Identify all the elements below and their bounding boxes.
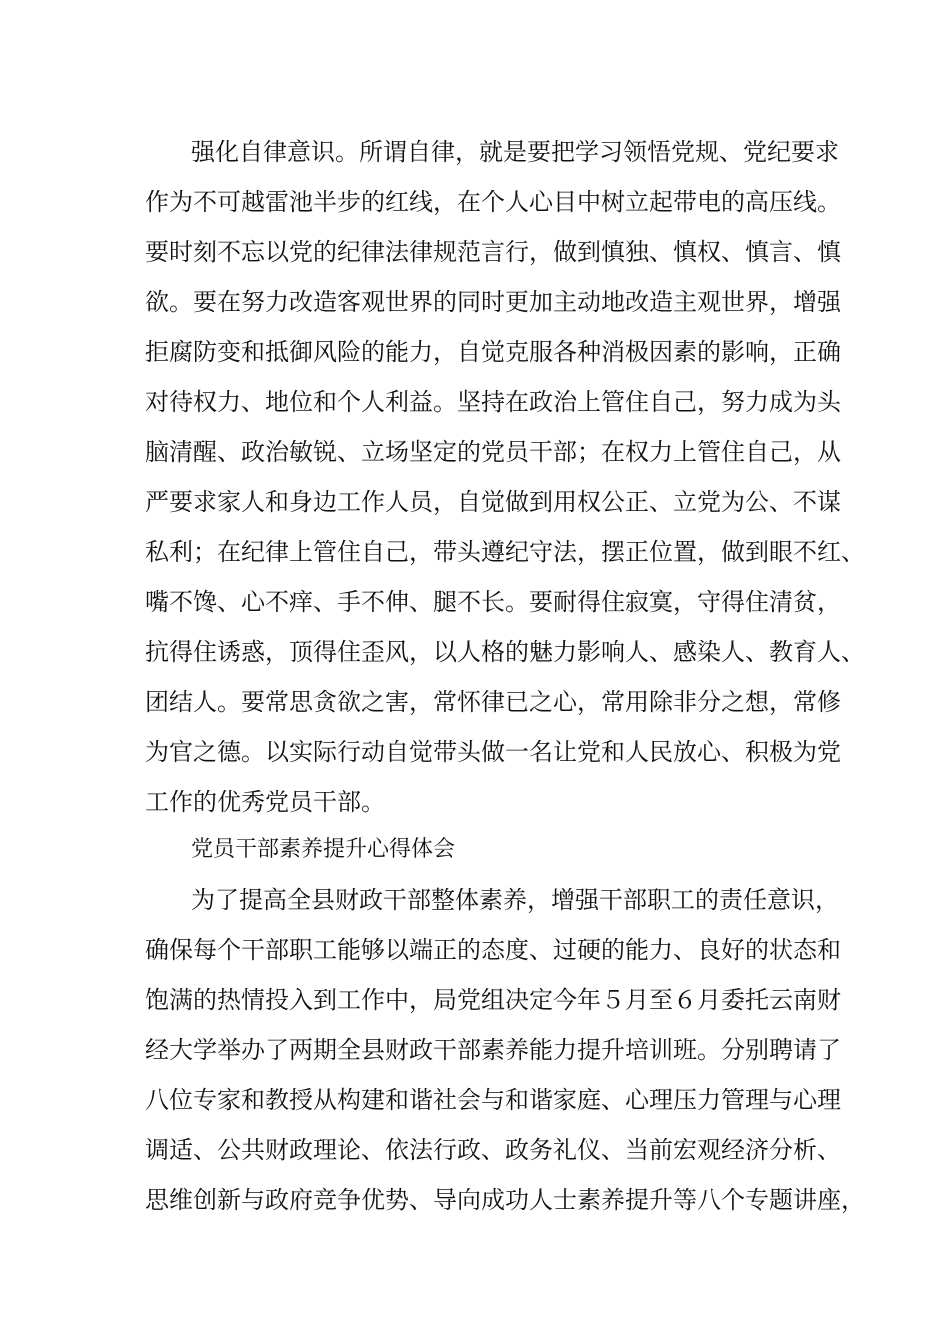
paragraph-line: 饱满的热情投入到工作中，局党组决定今年５月至６月委托云南财 (145, 986, 841, 1014)
paragraph-line: 为官之德。以实际行动自觉带头做一名让党和人民放心、积极为党 (145, 738, 841, 766)
paragraph-line: 要时刻不忘以党的纪律法律规范言行，做到慎独、慎权、慎言、慎 (145, 238, 841, 266)
paragraph-line: 拒腐防变和抵御风险的能力，自觉克服各种消极因素的影响，正确 (145, 338, 841, 366)
paragraph-line: 调适、公共财政理论、依法行政、政务礼仪、当前宏观经济分析、 (145, 1136, 841, 1164)
section-heading: 党员干部素养提升心得体会 (191, 837, 456, 862)
paragraph-line: 经大学举办了两期全县财政干部素养能力提升培训班。分别聘请了 (145, 1036, 841, 1064)
paragraph-line: 抗得住诱惑，顶得住歪风，以人格的魅力影响人、感染人、教育人、 (145, 638, 865, 666)
paragraph-line: 对待权力、地位和个人利益。坚持在政治上管住自己，努力成为头 (145, 388, 841, 416)
paragraph-line: 思维创新与政府竞争优势、导向成功人士素养提升等八个专题讲座， (145, 1186, 865, 1214)
paragraph-line: 工作的优秀党员干部。 (145, 788, 385, 816)
paragraph-line: 确保每个干部职工能够以端正的态度、过硬的能力、良好的状态和 (145, 936, 841, 964)
paragraph-line: 严要求家人和身边工作人员，自觉做到用权公正、立党为公、不谋 (145, 488, 841, 516)
paragraph-line: 八位专家和教授从构建和谐社会与和谐家庭、心理压力管理与心理 (145, 1086, 841, 1114)
paragraph-line: 欲。要在努力改造客观世界的同时更加主动地改造主观世界，增强 (145, 288, 841, 316)
paragraph-line: 脑清醒、政治敏锐、立场坚定的党员干部；在权力上管住自己，从 (145, 438, 841, 466)
paragraph-line: 作为不可越雷池半步的红线，在个人心目中树立起带电的高压线。 (145, 188, 841, 216)
paragraph-line: 为了提高全县财政干部整体素养，增强干部职工的责任意识， (191, 886, 839, 914)
paragraph-line: 私利；在纪律上管住自己，带头遵纪守法，摆正位置，做到眼不红、 (145, 538, 865, 566)
paragraph-line: 强化自律意识。所谓自律，就是要把学习领悟党规、党纪要求 (191, 138, 839, 166)
paragraph-line: 嘴不馋、心不痒、手不伸、腿不长。要耐得住寂寞，守得住清贫， (145, 588, 841, 616)
paragraph-line: 团结人。要常思贪欲之害，常怀律已之心，常用除非分之想，常修 (145, 688, 841, 716)
